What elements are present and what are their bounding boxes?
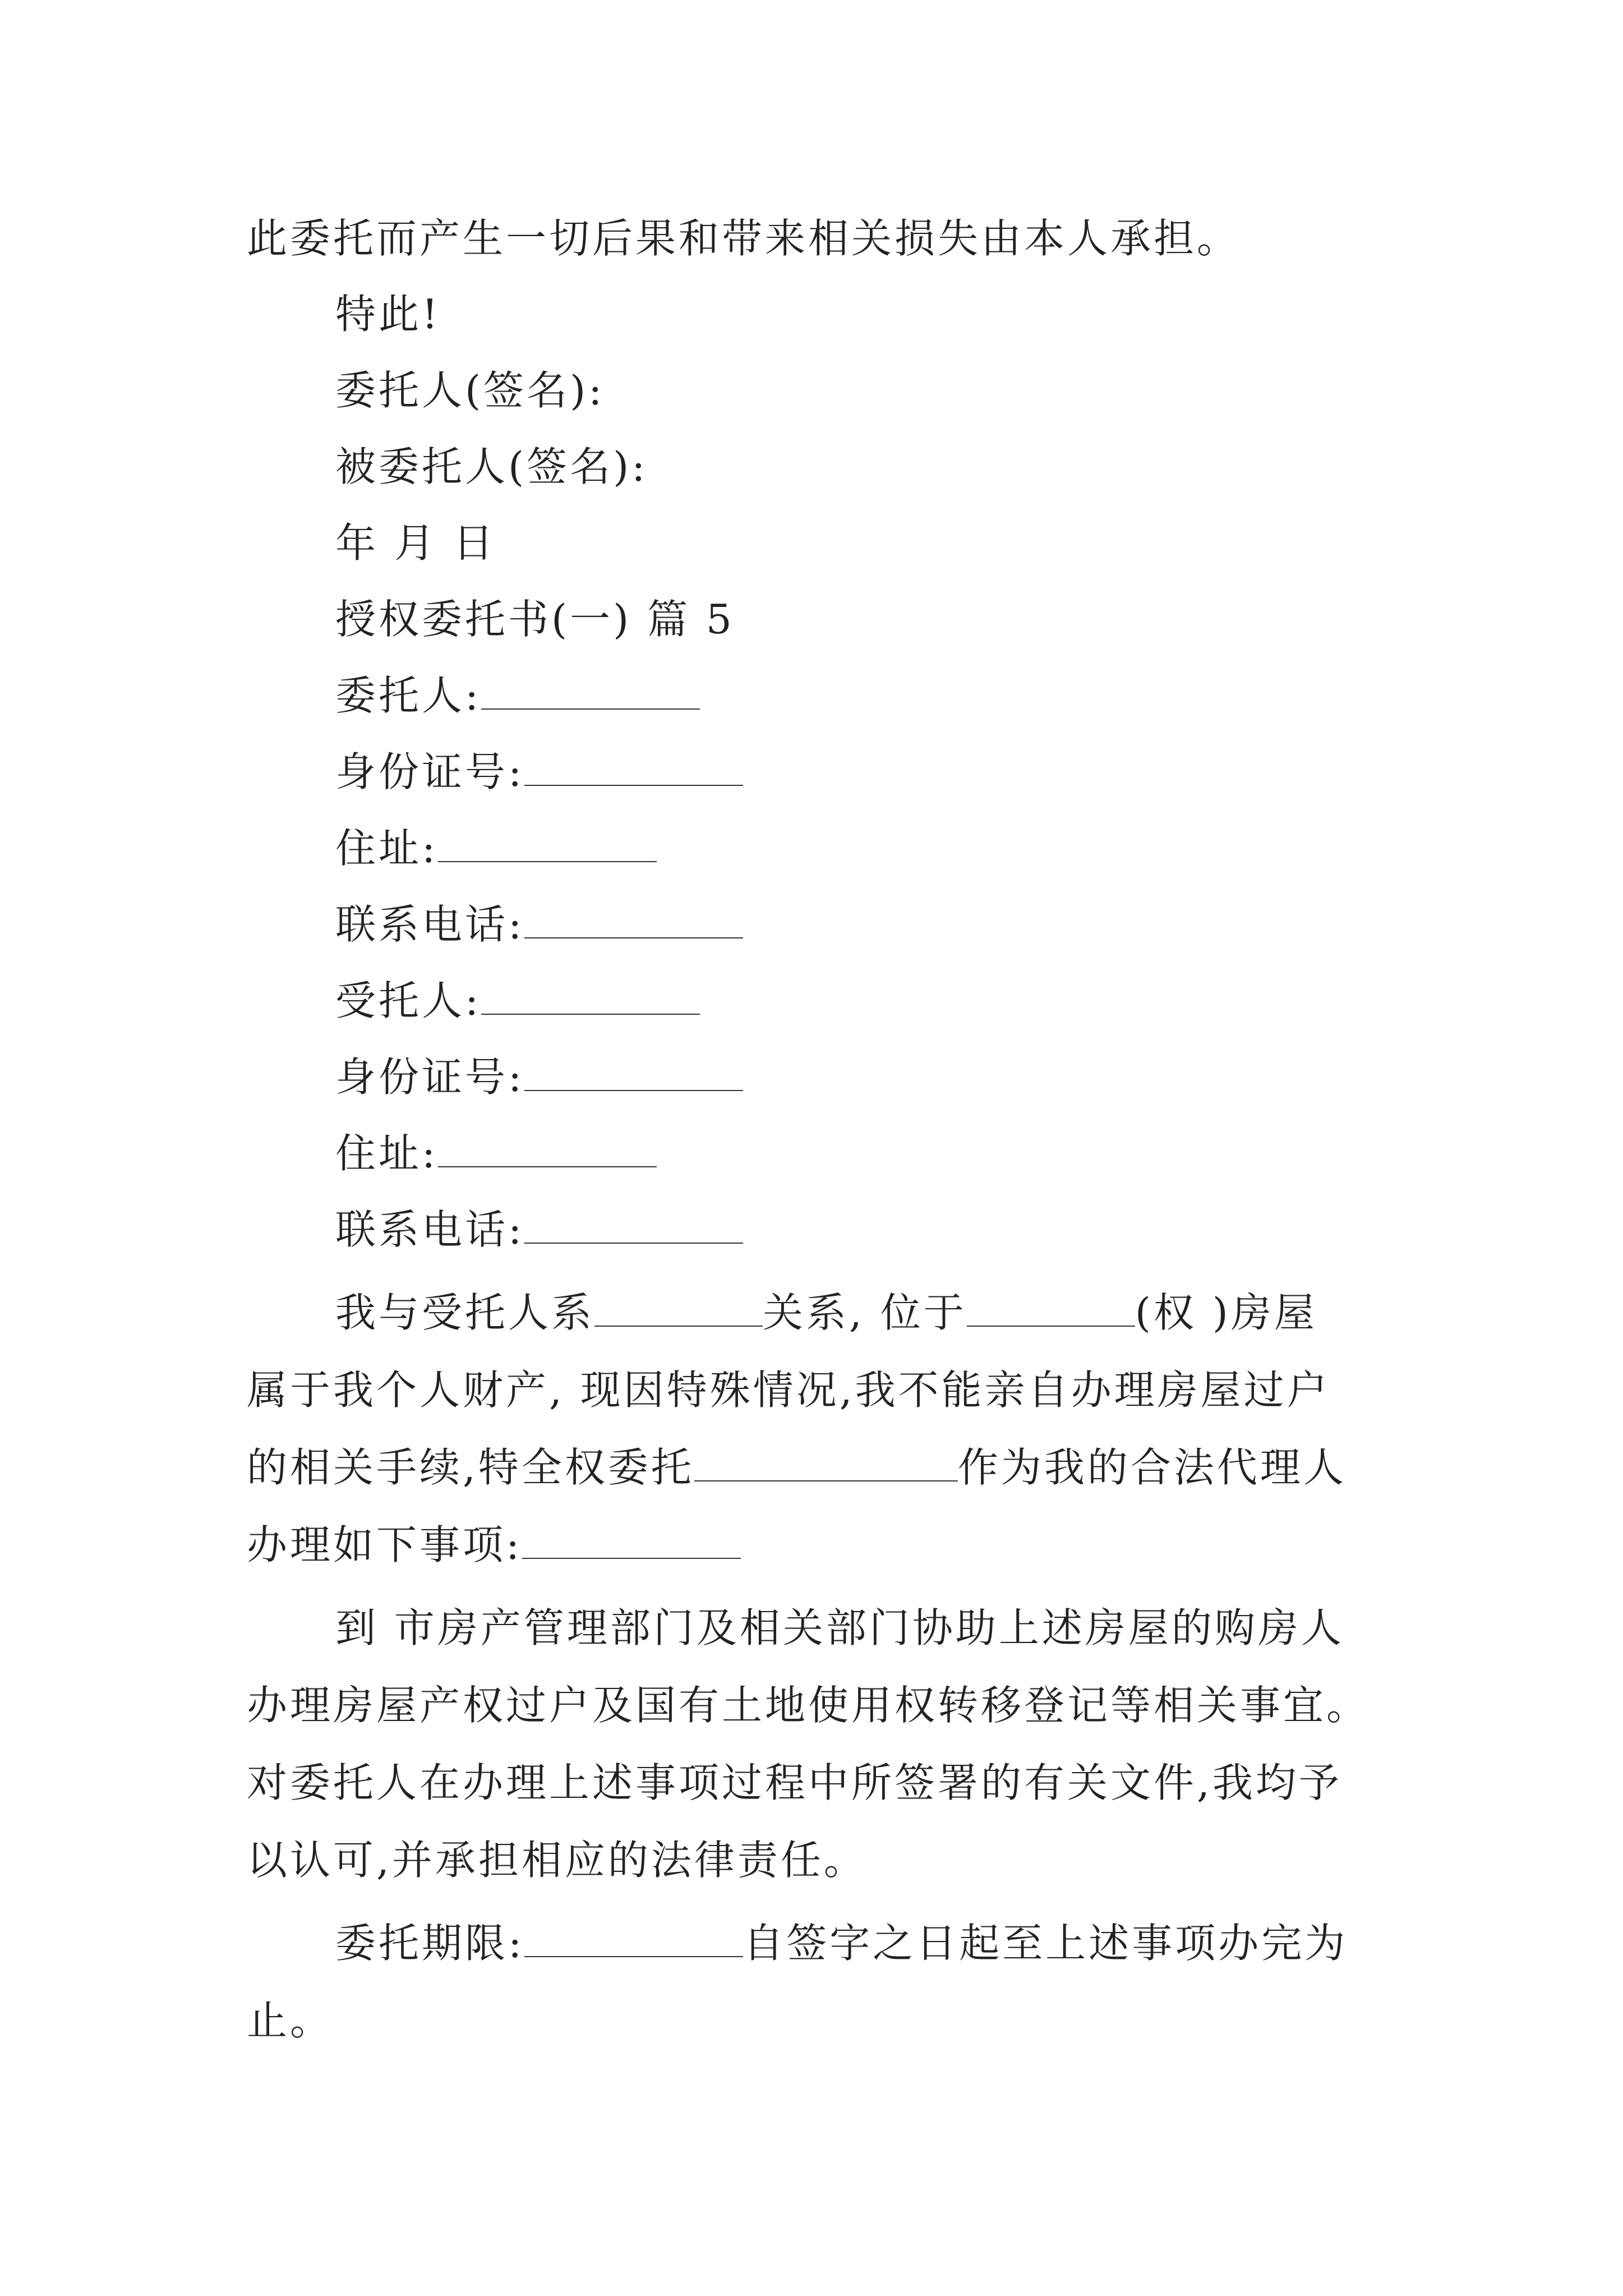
fill-in-blank bbox=[524, 1056, 743, 1091]
agent-id-field bbox=[335, 1049, 743, 1105]
paragraph-line bbox=[247, 1439, 1347, 1496]
paragraph-line: 对委托人在办理上述事项过程中所签署的有关文件,我均予 bbox=[247, 1759, 1342, 1806]
agent-signature-label: 被委托人(签名): bbox=[335, 443, 648, 490]
fill-in-blank bbox=[524, 1922, 743, 1957]
paragraph-line: 办理房屋产权过户及国有土地使用权转移登记等相关事宜。 bbox=[247, 1682, 1370, 1729]
principal-signature-label: 委托人(签名): bbox=[335, 367, 605, 414]
text-segment: 我与受托人系 bbox=[335, 1289, 595, 1336]
text-segment: 自签字之日起至上述事项办完为 bbox=[743, 1920, 1348, 1967]
agent-id-label: 身份证号: bbox=[335, 1053, 525, 1101]
agent-address-label: 住址: bbox=[335, 1130, 439, 1177]
principal-label: 委托人: bbox=[335, 672, 482, 719]
agent-label: 受托人: bbox=[335, 977, 482, 1024]
fill-in-blank bbox=[524, 904, 743, 938]
principal-field bbox=[335, 668, 700, 724]
text-segment: 关系, 位于 bbox=[763, 1289, 967, 1336]
fill-in-blank bbox=[438, 1133, 657, 1167]
date-label: 年 月 日 bbox=[335, 519, 496, 567]
fill-in-blank bbox=[481, 980, 700, 1015]
paragraph-line: 止。 bbox=[247, 1997, 334, 2044]
fill-in-blank bbox=[524, 751, 743, 786]
agent-field bbox=[335, 973, 700, 1029]
principal-address-label: 住址: bbox=[335, 825, 439, 872]
text-segment: 的相关手续,特全权委托 bbox=[247, 1444, 694, 1491]
paragraph-line: 到 市房产管理部门及相关部门协助上述房屋的购房人 bbox=[335, 1604, 1344, 1651]
text-segment: (权 )房屋 bbox=[1135, 1289, 1317, 1336]
principal-id-field bbox=[335, 744, 743, 800]
paragraph-line bbox=[335, 1915, 1348, 1971]
agent-phone-field bbox=[335, 1202, 743, 1258]
text-segment: 办理如下事项: bbox=[247, 1521, 523, 1568]
principal-address-field bbox=[335, 820, 657, 876]
fill-in-blank bbox=[438, 827, 657, 862]
paragraph-line: 此委托而产生一切后果和带来相关损失由本人承担。 bbox=[247, 215, 1241, 262]
text-segment: 作为我的合法代理人 bbox=[957, 1444, 1347, 1491]
fill-in-blank bbox=[694, 1447, 958, 1481]
paragraph-line bbox=[335, 1285, 1317, 1341]
fill-in-blank bbox=[524, 1209, 743, 1244]
closing-phrase: 特此! bbox=[335, 291, 441, 338]
fill-in-blank bbox=[522, 1524, 741, 1559]
section-heading: 授权委托书(一) 篇 5 bbox=[335, 596, 735, 643]
principal-phone-field bbox=[335, 896, 743, 953]
paragraph-line bbox=[247, 1517, 741, 1573]
agent-phone-label: 联系电话: bbox=[335, 1206, 525, 1253]
principal-phone-label: 联系电话: bbox=[335, 901, 525, 948]
fill-in-blank bbox=[594, 1292, 763, 1327]
text-segment: 委托期限: bbox=[335, 1920, 525, 1967]
principal-id-label: 身份证号: bbox=[335, 748, 525, 795]
agent-address-field bbox=[335, 1125, 657, 1181]
paragraph-line: 属于我个人财产, 现因特殊情况,我不能亲自办理房屋过户 bbox=[247, 1366, 1330, 1414]
paragraph-line: 以认可,并承担相应的法律责任。 bbox=[247, 1837, 867, 1884]
fill-in-blank bbox=[481, 675, 700, 710]
fill-in-blank bbox=[967, 1292, 1135, 1327]
